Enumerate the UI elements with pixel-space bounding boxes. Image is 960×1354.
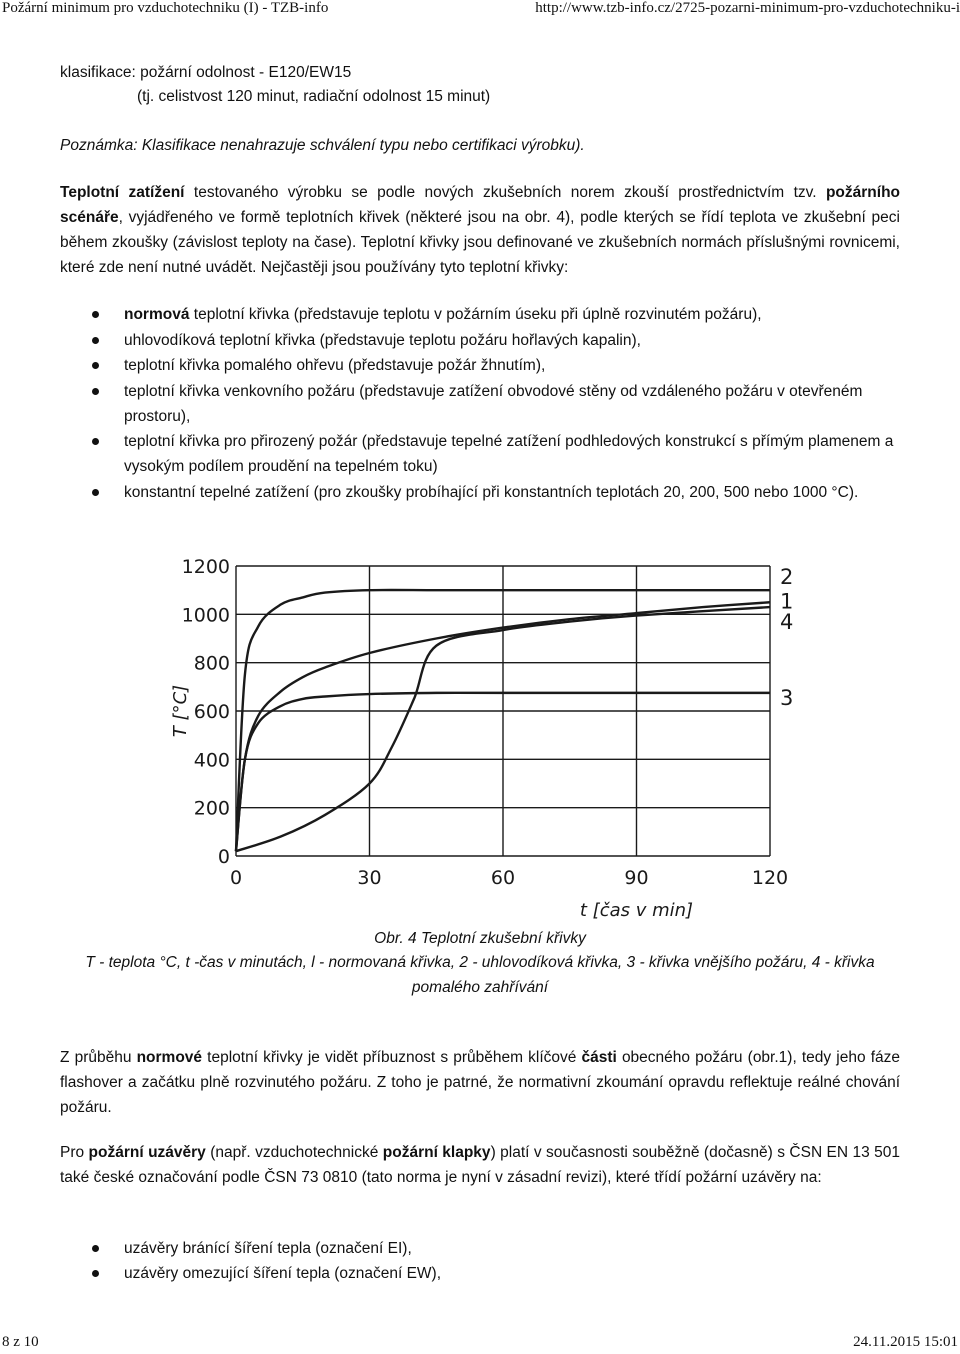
print-datetime: 24.11.2015 15:01	[853, 1334, 958, 1350]
list-item	[60, 302, 900, 327]
paragraph-norm-curve	[60, 1045, 900, 1120]
x-axis-label: t [čas v min]	[579, 900, 694, 921]
text-span: (např. vzduchotechnické	[205, 1144, 383, 1161]
y-tick-label: 200	[193, 797, 230, 820]
list-item: konstantní tepelné zatížení (pro zkoušky probíhající při konstantních teplotách 20, 200, 500 nebo 1000 °C).	[60, 480, 900, 505]
bold-pozarni-uzavery: požární uzávěry	[88, 1144, 206, 1161]
figure-caption-title: Obr. 4 Teplotní zkušební křivky	[374, 930, 586, 947]
bold-normova: normová	[124, 306, 190, 323]
list-item: uzávěry bránící šíření tepla (označení EI),	[60, 1236, 900, 1261]
klasifikace-line: klasifikace: požární odolnost - E120/EW15	[60, 64, 352, 81]
y-axis-label: T [°C]	[170, 684, 191, 738]
bold-pozarni-klapky: požární klapky	[382, 1144, 491, 1161]
list-item: teplotní křivka venkovního požáru (představuje zatížení obvodové stěny od vzdáleného požáru v otevřeném prostoru),	[60, 379, 900, 429]
header-url[interactable]: http://www.tzb-info.cz/2725-pozarni-minimum-pro-vzduchotechniku-i	[535, 0, 960, 16]
bold-thermal-load: Teplotní zatížení	[60, 184, 185, 201]
temperature-curves-chart	[158, 548, 803, 922]
bold-casti: části	[581, 1049, 617, 1066]
paragraph-fire-closures	[60, 1140, 900, 1190]
x-tick-label: 120	[751, 867, 789, 889]
x-tick-label: 60	[490, 867, 516, 889]
page-header	[0, 0, 960, 22]
y-tick-label: 1200	[181, 556, 230, 578]
x-tick-label: 90	[624, 867, 649, 889]
series-label-3: 3	[780, 685, 794, 710]
text-span: Z průběhu	[60, 1049, 137, 1066]
celistvost-line: (tj. celistvost 120 minut, radiační odolnost 15 minut)	[137, 88, 491, 105]
list-item: uzávěry omezující šíření tepla (označení EW),	[60, 1261, 900, 1286]
poznamka-line: Poznámka: Klasifikace nenahrazuje schválení typu nebo certifikaci výrobku).	[60, 137, 585, 154]
bold-normove: normové	[136, 1049, 203, 1066]
list-item: teplotní křivka pro přirozený požár (představuje tepelné zatížení podhledových konstrukcí s přímým plamenem a vysokým podílem proudění na tepelném toku)	[60, 429, 900, 479]
y-tick-label: 400	[193, 749, 230, 772]
x-tick-label: 30	[357, 867, 382, 889]
list-item: uhlovodíková teplotní křivka (představuje teplotu požáru hořlavých kapalin),	[60, 328, 900, 353]
y-tick-label: 800	[193, 652, 230, 675]
figure-test-curves	[158, 548, 803, 922]
paragraph-thermal-load	[60, 180, 900, 280]
header-title: Požární minimum pro vzduchotechniku (I) - TZB-info	[2, 0, 329, 16]
text-span: teplotní křivky je vidět příbuznost s průběhem klíčové	[202, 1049, 582, 1066]
y-tick-label: 1000	[181, 604, 230, 627]
curves-list	[60, 302, 900, 505]
bold-fire-scenario: požárního scénáře	[60, 184, 901, 226]
list-item: teplotní křivka pomalého ohřevu (představuje požár žhnutím),	[60, 353, 900, 378]
y-tick-label: 600	[193, 701, 230, 723]
page-number: 8 z 10	[2, 1334, 39, 1350]
series-label-1: 1	[780, 589, 794, 614]
text-span: Pro	[60, 1144, 89, 1161]
x-tick-label: 0	[229, 867, 243, 889]
page-footer	[0, 1334, 960, 1354]
closures-list	[60, 1236, 900, 1286]
text-span: obecného požáru (obr.1), tedy jeho fáze flashover a začátku plně rozvinutého požáru. Z toho je patrné, že normativní zkoumání opravdu reflektuje reálné chování požáru.	[60, 1049, 900, 1116]
text-span: , vyjádřeného ve formě teplotních křivek (některé jsou na obr. 4), podle kterých se řídí teplota ve zkušební peci během zkoušky (závislost teploty na čase). Teplotní křivky jsou definované ve zkušebních normách příslušnými rovnicemi, které zde není nutné uvádět. Nejčastěji jsou používány tyto teplotní křivky:	[60, 209, 900, 276]
text-span: testovaného výrobku se podle nových zkušebních norem zkouší prostřednictvím tzv.	[184, 184, 826, 201]
series-label-2: 2	[780, 565, 794, 590]
text-span: teplotní křivka (představuje teplotu v požárním úseku při úplně rozvinutém požáru),	[189, 306, 762, 323]
series-label-4: 4	[780, 610, 794, 635]
y-tick-label: 0	[217, 846, 230, 868]
figure-caption-description: T - teplota °C, t -čas v minutách, l - normovaná křivka, 2 - uhlovodíková křivka, 3 - křivka vnějšího požáru, 4 - křivka pomalého zahřívání	[85, 954, 875, 996]
text-span: ) platí v současnosti souběžně (dočasně) s ČSN EN 13 501 také české označování podle ČSN 73 0810 (tato norma je nyní v zásadní revizi), které třídí požární uzávěry na:	[60, 1144, 901, 1186]
